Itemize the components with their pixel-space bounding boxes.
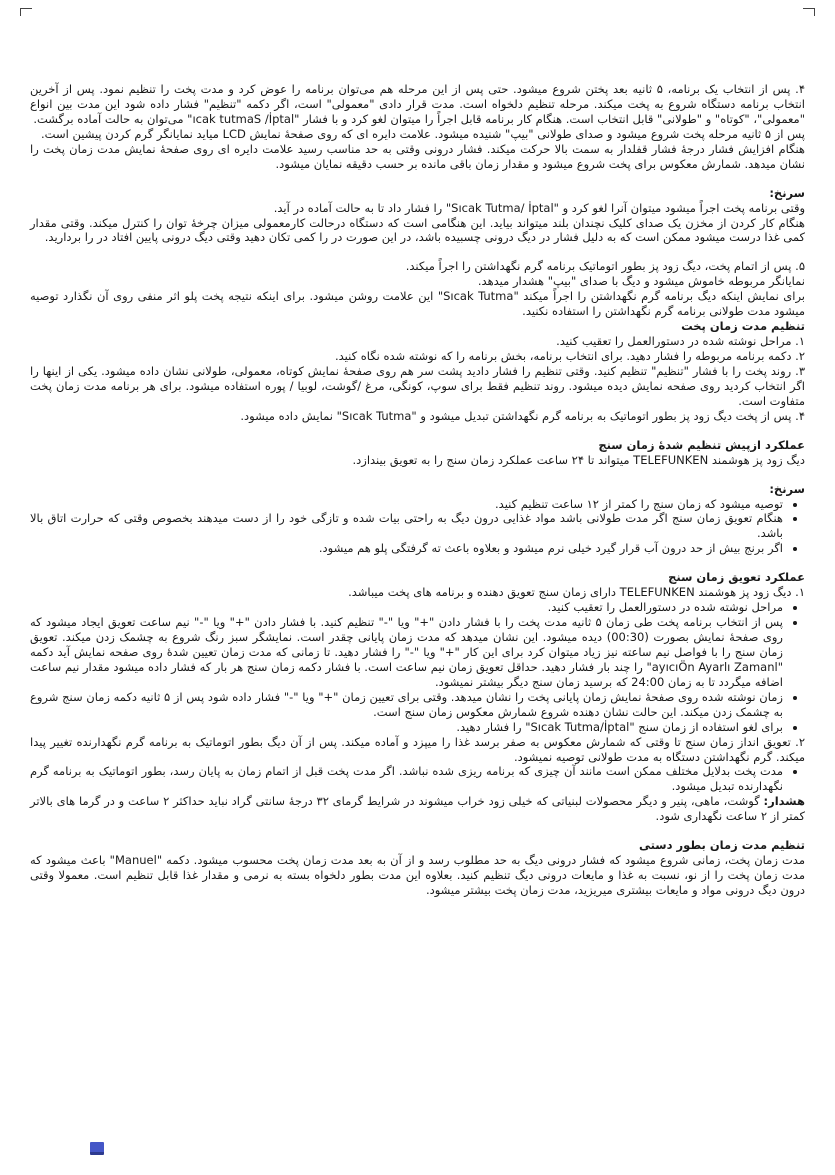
- heading-delay-timer: عملکرد تعویق زمان سنج: [668, 570, 805, 585]
- list-item: • زمان نوشته شده روی صفحهٔ نمایش زمان پایانی پخت را نشان میدهد. وقتی برای تعیین زمان "+" ویا "-" فشار داده شود پس از ۵ ثانیه دکمه زمان سنج شروع به چشمک زدن میکند. این حالت نشان دهنده شروع شمارش معکوس زمان سنج است.: [30, 690, 783, 720]
- warning-paragraph: [30, 794, 805, 824]
- paragraph-manual-time: مدت زمان پخت، زمانی شروع میشود که فشار درونی دیگ به حد مطلوب رسد و از آن به بعد مدت زمان پخت محسوب میشود. دکمه "Manuel" باعث میشود که مدت زمان پخت را از نو، نسبت به غذا و مایعات درونی دیگ تنظیم کنید. بعلاوه این مدت بطور دلخواه بسته به نرمی و مقدار غذا قابل تنظیم است. معمولا وقتی درون دیگ درونی مواد و مایعات بیشتری میریزید، مدت زمان پخت بیشتر میشود.: [30, 853, 805, 897]
- paragraph-pressure-indicator: هنگام افزایش فشار درجهٔ فشار قفلدار به سمت بالا حرکت میکند. فشار درونی وقتی به حد مناسب رسید علامت دایره ای روی صفحهٔ نمایش مدت زمان پخت را نشان میدهد. شمارش معکوس برای پخت شروع میشود و مقدار زمان باقی مانده بر حسب دقیقه نمایان میشود.: [30, 141, 805, 171]
- step-item-2: ۲. دکمه برنامه مربوطه را فشار دهید. برای انتخاب برنامه، بخش برنامه را که نوشته شده نگاه کنید.: [334, 349, 805, 363]
- warning-text: گوشت، ماهی، پنیر و دیگر محصولات لبنیاتی که خیلی زود خراب میشوند در شرایط گرمای ۳۲ درجهٔ سانتی گراد نباید حداکثر ۲ ساعت و در گرما های بالاتر کمتر از ۲ ساعت نگهداری شود.: [30, 794, 805, 824]
- paragraph-step-5: ۵. پس از اتمام پخت، دیگ زود پز بطور اتوماتیک برنامه گرم نگهداشتن را اجراً میکند.: [405, 259, 805, 274]
- heading-manual-time: تنظیم مدت زمان بطور دستی: [638, 838, 805, 853]
- warning-label: هشدار:: [763, 794, 805, 809]
- delay-timer-list: [30, 600, 805, 734]
- paragraph-step-4: ۴. پس از انتخاب یک برنامه، ۵ ثانیه بعد پختن شروع میشود. حتی پس از این مرحله هم می‌توان برنامه را عوض کرد و مدت پخت را تنظیم نمود. پس از آخرین انتخاب برنامه دستگاه شروع به پخت میکند. مرحله تنظیم دلخواه است. مدت قرار دادی "معمولی" است، اگر دکمه "تنظیم" فشار داده شود این مدت بین انواع "معمولی"، "کوتاه" و "طولانی" قابل انتخاب است. هنگام کار برنامه قابل اجراً را میتوان لغو کرد و با فشار "ıcak tutmaS /İptal" می‌توان به حالت آماده برگشت.: [30, 82, 805, 126]
- step-item-4: ۴. پس از پخت دیگ زود پز بطور اتوماتیک به برنامه گرم نگهداشتن تبدیل میشود و "Sıcak Tutma" نمایش داده میشود.: [240, 408, 805, 423]
- timer-note-list: [30, 764, 805, 794]
- step-item-timer-1: ۱. دیگ زود پز هوشمند TELEFUNKEN دارای زمان سنج تعویق دهنده و برنامه های پخت میباشد.: [348, 585, 805, 600]
- step-item-1: ۱. مراحل نوشته شده در دستورالعمل را تعقیب کنید.: [556, 334, 805, 349]
- step-item-timer-2: ۲. تعویق انداز زمان سنج تا وقتی که شمارش معکوس به صفر برسد غذا را میپزد و آماده میکند. پس از آن دیگ بطور اتوماتیک به برنامه گرم نگهدارنده تغییر پیدا میکند. گرم نگهداشتن دستگاه به مدت طولانی توصیه نمیشود.: [30, 734, 805, 764]
- list-item: • پس از انتخاب برنامه پخت طی زمان ۵ ثانیه مدت پخت را با فشار دادن "+" ویا "-" تنظیم کنید. با فشار دادن "+" ویا "-" نیم ساعت تعویق ایجاد میشود که روی صفحهٔ نمایش بصورت (00:30) دیده میشود. این نشان میدهد که مدت زمان پایانی چقدر است. نمایشگر سبز رنگ شروع به چشمک زدن میکند. تعویق زمان سنج را با فواصل نیم ساعته نیز زیاد میتوان کرد برای این کار "+" ویا "-" را فشار دهید. تا زمانی که مدت زمان تعیین شدهٔ روی صفحه نمایش آید دکمه "ayıcıÖn Ayarlı Zamanl" را چند بار فشار دهید. حداقل تعویق زمان نیم ساعت است. با فشار دکمه زمان سنج هر بار که فشار داده میشود مقدار نیم ساعت اضافه میگردد تا به زمان 24:00 که برسید زمان سنج دیگر بیشتر نمیشود.: [30, 615, 783, 690]
- list-item: • مدت پخت بدلایل مختلف ممکن است مانند آن چیزی که برنامه ریزی شده نباشد. اگر مدت پخت قبل از اتمام زمان به پایان رسد، بطور اتوماتیک به برنامه گرم نگهدارنده تبدیل میشود.: [30, 764, 783, 794]
- crop-mark-top-right: [803, 8, 815, 16]
- paragraph-keep-warm-display: برای نمایش اینکه دیگ برنامه گرم نگهداشتن را اجراً میکند "Sıcak Tutma" این علامت روشن میشود. برای اینکه نتیجه پخت پلو اثر منفی روی آن نگذارد توصیه میشود مدت طولانی برنامه گرم نگهداشتن را استفاده نکنید.: [30, 289, 805, 319]
- paragraph-beep-signal: پس از ۵ ثانیه مرحله پخت شروع میشود و صدای طولانی "بیپ" شنیده میشود. علامت دایره ای که روی صفحهٔ نمایش LCD میاید نمایانگر گرم کردن پیشین است.: [41, 126, 805, 141]
- crop-mark-top-left: [20, 8, 32, 16]
- heading-tip-2: سرنخ:: [769, 481, 805, 496]
- list-item: • برای لغو استفاده از زمان سنج "Sıcak Tutma/İptal" را فشار دهید.: [30, 720, 783, 735]
- list-item: • توصیه میشود که زمان سنج را کمتر از ۱۲ ساعت تنظیم کنید.: [30, 497, 783, 512]
- paragraph-click-sound: هنگام کار کردن از مخزن یک صدای کلیک نچندان بلند میتواند بیاید. این هنگامی است که دستگاه درحالت کارمعمولی میزان چرخهٔ توان را کنترل میکند. وقتی مقدار کمی غذا درست میشود ممکن است که به دلیل فشار در دیگ درونی چسبیده باشد، در این صورت در را کمی تکان دهید وقتی دیگ درونی پایین افتاد در را بردارید.: [30, 215, 805, 245]
- step-item-3: ۳. روند پخت را با فشار "تنظیم" تنظیم کنید. وقتی تنظیم را فشار دادید پشت سر هم روی صفحهٔ نمایش کوتاه، معمولی، طولانی نشان داده میشود. یکی از اینها را اگر انتخاب کردید روی صفحه نمایش دیده میشود. روند تنظیم فقط برای سوپ، کونگی، مرغ /گوشت، لوبیا / پوره استفاده میشود. برای هر برنامه مدت زمان پخت متفاوت است.: [30, 363, 805, 408]
- document-body: [30, 82, 805, 898]
- tip-list: [30, 497, 805, 557]
- paragraph-cancel-program: وقتی برنامه پخت اجراً میشود میتوان آنرا لغو کرد و "Sıcak Tutma/ İptal" را فشار داد تا به حالت آماده در آید.: [273, 200, 805, 215]
- list-item: • هنگام تعویق زمان سنج اگر مدت طولانی باشد مواد غذایی درون دیگ به راحتی بیات شده و تازگی خود را از دست میدهند بخصوص وقتی که حرارت اتاق بالا باشد.: [30, 511, 783, 541]
- page-corner-stamp: [90, 1142, 104, 1155]
- list-item: • مراحل نوشته شده در دستورالعمل را تعقیب کنید.: [30, 600, 783, 615]
- list-item: • اگر برنج بیش از حد درون آب قرار گیرد خیلی نرم میشود و بعلاوه باعث ته گرفتگی پلو هم میشود.: [30, 541, 783, 556]
- heading-preset-timer: عملکرد ازپیش تنظیم شدهٔ زمان سنج: [598, 437, 805, 452]
- paragraph-timer-24h: دیگ زود پز هوشمند TELEFUNKEN میتواند تا ۲۴ ساعت عملکرد زمان سنج را به تعویق بیندازد.: [352, 452, 805, 467]
- heading-tip-1: سرنخ:: [769, 185, 805, 200]
- paragraph-indicator-off: نمایانگر مربوطه خاموش میشود و دیگ با صدای "بیپ" هشدار میدهد.: [477, 274, 805, 289]
- heading-set-cooking-time: تنظیم مدت زمان پخت: [681, 319, 805, 334]
